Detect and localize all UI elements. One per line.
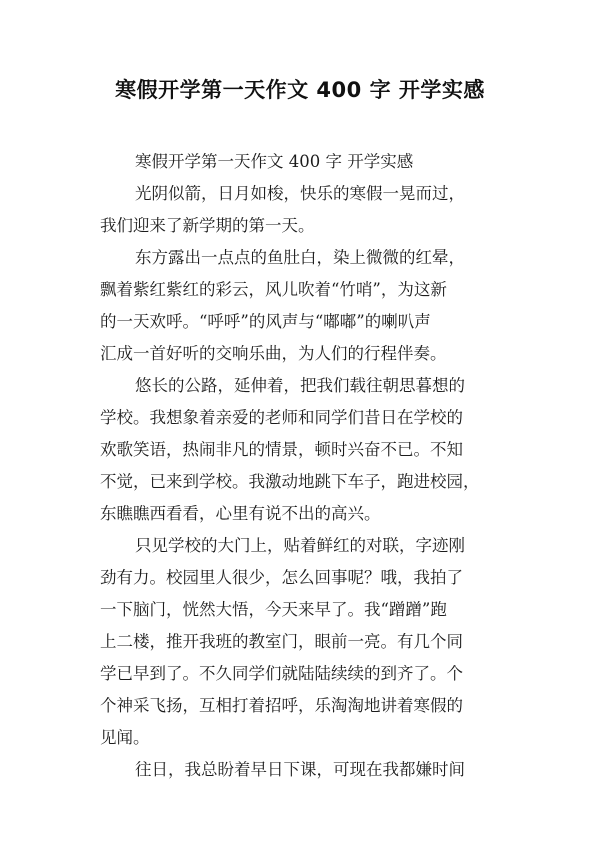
text-line: 不觉，已来到学校。我激动地跳下车子，跑进校园，	[100, 472, 480, 491]
text-line: 一下脑门，恍然大悟，今天来早了。我“蹭蹭”跑	[100, 600, 447, 619]
text-line: 东方露出一点点的鱼肚白，染上微微的红晕，	[135, 248, 465, 267]
text-line: 只见学校的大门上，贴着鲜红的对联，字迹刚	[135, 536, 465, 555]
text-line: 寒假开学第一天作文 400 字 开学实感	[135, 152, 414, 171]
text-line: 欢歌笑语，热闹非凡的情景，顿时兴奋不已。不知	[100, 440, 463, 459]
text-line: 东瞧瞧西看看，心里有说不出的高兴。	[100, 504, 381, 523]
document-body	[100, 146, 510, 786]
document-title: 寒假开学第一天作文 400 字 开学实感	[115, 78, 485, 102]
text-line: 往日，我总盼着早日下课，可现在我都嫌时间	[135, 760, 465, 779]
text-line: 我们迎来了新学期的第一天。	[100, 216, 315, 235]
text-line: 个神采飞扬，互相打着招呼，乐淘淘地讲着寒假的	[100, 696, 463, 715]
text-line: 飘着紫红紫红的彩云，风儿吹着“竹哨”，为这新	[100, 280, 447, 299]
text-line: 的一天欢呼。“呼呼”的风声与“嘟嘟”的喇叭声	[100, 312, 431, 331]
text-line: 悠长的公路，延伸着，把我们载往朝思暮想的	[135, 376, 465, 395]
text-line: 学校。我想象着亲爱的老师和同学们昔日在学校的	[100, 408, 463, 427]
text-line: 学已早到了。不久同学们就陆陆续续的到齐了。个	[100, 664, 463, 683]
text-line: 光阴似箭，日月如梭，快乐的寒假一晃而过，	[135, 184, 465, 203]
text-line: 上二楼，推开我班的教室门，眼前一亮。有几个同	[100, 632, 463, 651]
text-line: 汇成一首好听的交响乐曲，为人们的行程伴奏。	[100, 344, 447, 363]
text-line: 见闻。	[100, 728, 150, 747]
text-line: 劲有力。校园里人很少，怎么回事呢？哦，我拍了	[100, 568, 463, 587]
